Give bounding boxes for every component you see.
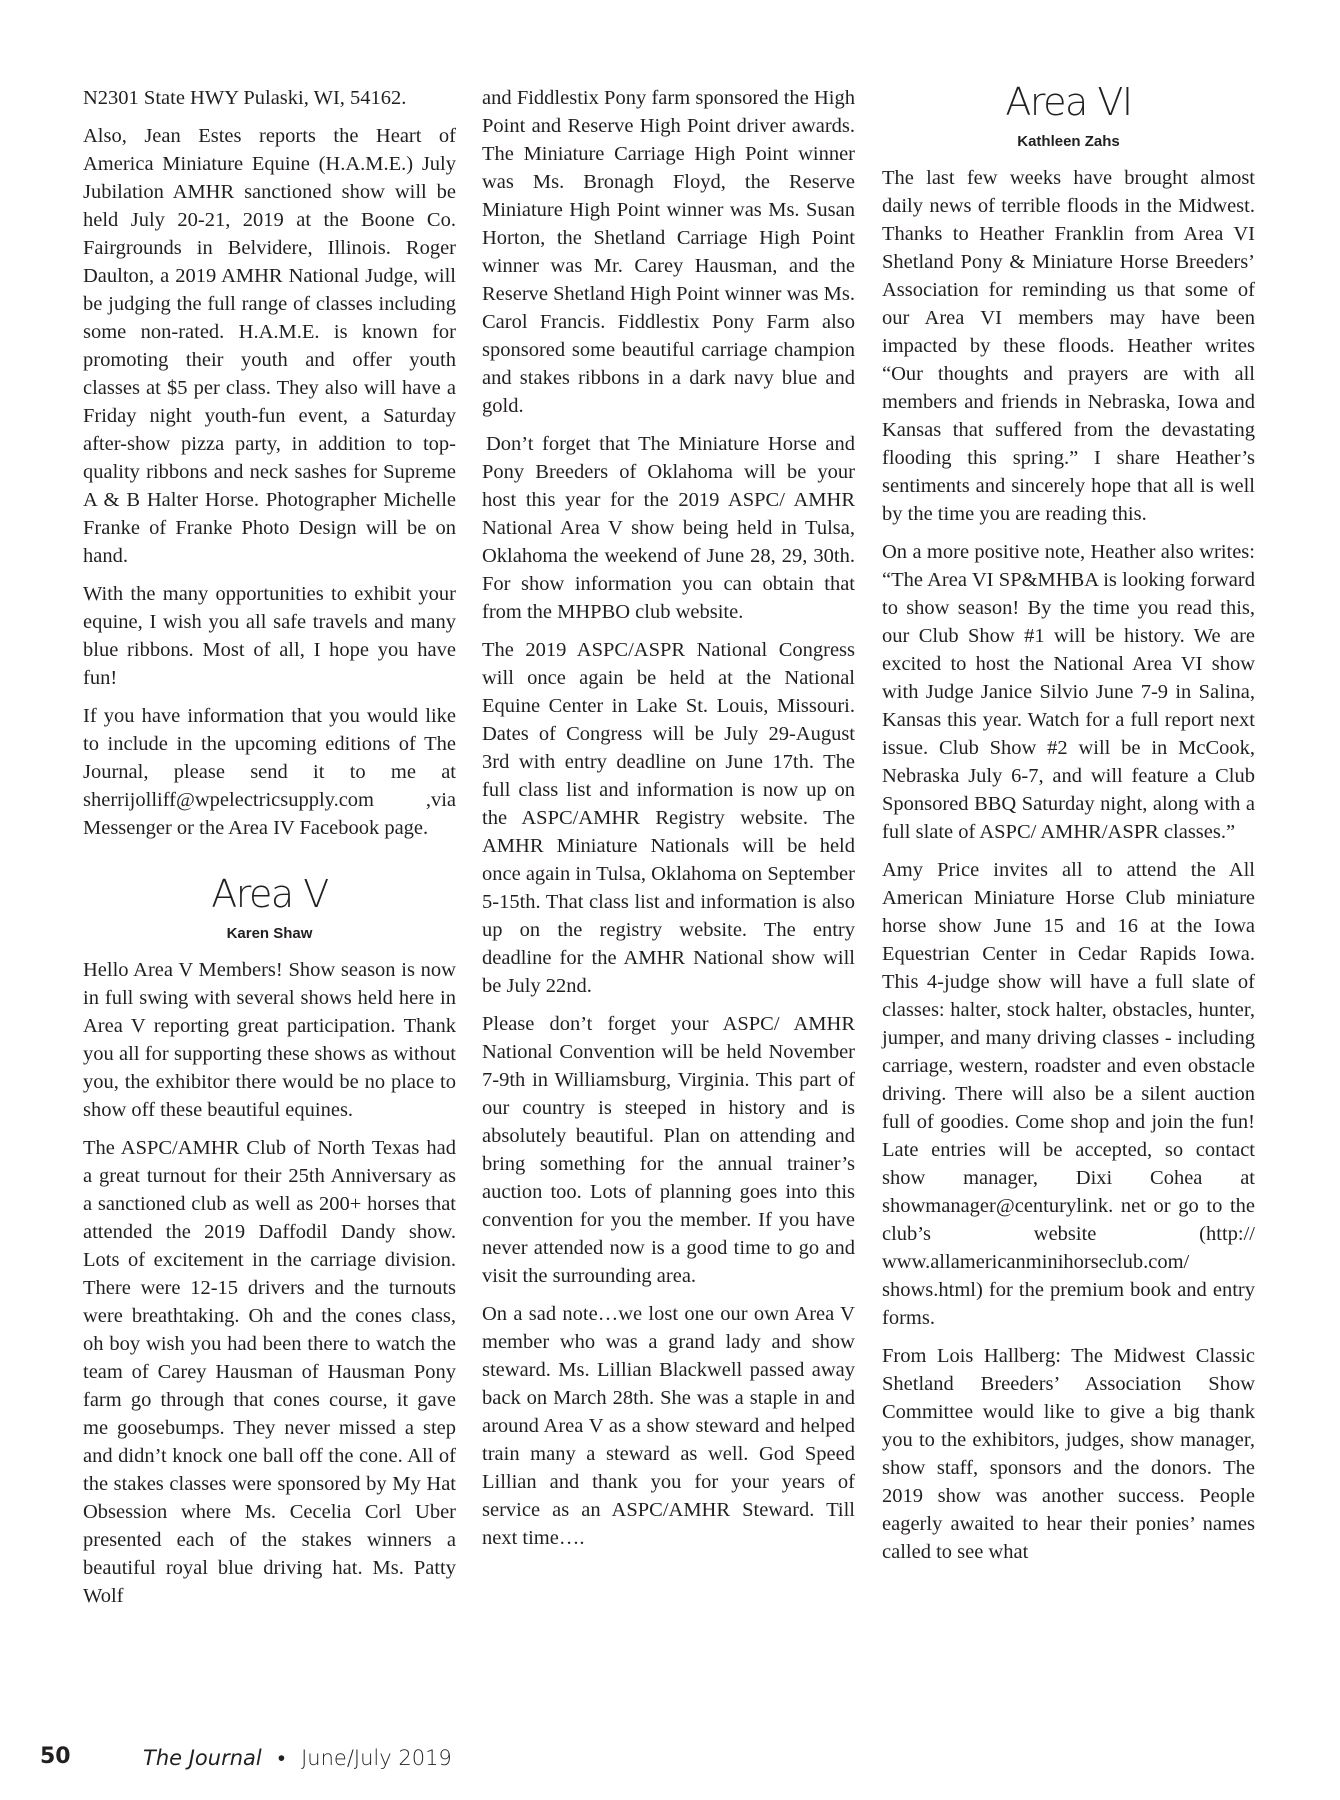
- page-number: 50: [40, 1744, 71, 1769]
- publication-line: [143, 1746, 452, 1771]
- paragraph: On a more positive note, Heather also writes: “The Area VI SP&MHBA is looking forward to show season! By the time you read this, our Club Show #1 will be history. We are excited to host the National Area VI show with Judge Janice Silvio June 7-9 in Salina, Kansas this year. Watch for a full report next issue. Club Show #2 will be in McCook, Nebraska July 6-7, and will feature a Club Sponsored BBQ Saturday night, along with a full slate of ASPC/ AMHR/ASPR classes.”: [882, 541, 1255, 843]
- paragraph: Hello Area V Members! Show season is now in full swing with several shows held here in Area V reporting great participation. Thank you all for supporting these shows as without you, the exhibitor there would be no place to show off these beautiful equines.: [83, 959, 456, 1121]
- paragraph: The 2019 ASPC/ASPR National Congress will once again be held at the National Equine Center in Lake St. Louis, Missouri. Dates of Congress will be July 29-August 3rd with entry deadline on June 17th. The full class list and information is now up on the ASPC/AMHR Registry website. The AMHR Miniature Nationals will be held once again in Tulsa, Oklahoma on September 5-15th. That class list and information is also up on the registry website. The entry deadline for the AMHR National show will be July 22nd.: [482, 639, 855, 997]
- section-heading-area-vi: Area VI: [1005, 80, 1132, 124]
- paragraph: Also, Jean Estes reports the Heart of America Miniature Equine (H.A.M.E.) July Jubilation AMHR sanctioned show will be held July 20-21, 2019 at the Boone Co. Fairgrounds in Belvidere, Illinois. Roger Daulton, a 2019 AMHR National Judge, will be judging the full range of classes including some non-rated. H.A.M.E. is known for promoting their youth and offer youth classes at $5 per class. They also will have a Friday night youth-fun event, a Saturday after-show pizza party, in addition to top-quality ribbons and neck sashes for Supreme A & B Halter Horse. Photographer Michelle Franke of Franke Photo Design will be on hand.: [83, 125, 456, 567]
- bullet-separator: •: [277, 1746, 286, 1770]
- publication-title: The Journal: [143, 1746, 262, 1770]
- paragraph: Amy Price invites all to attend the All American Miniature Horse Club miniature horse show June 15 and 16 at the Iowa Equestrian Center in Cedar Rapids Iowa. This 4-judge show will have a full slate of classes: halter, stock halter, obstacles, hunter, jumper, and many driving classes - including carriage, western, roadster and even obstacle driving. There will also be a silent auction full of goodies. Come shop and join the fun! Late entries will be accepted, so contact show manager, Dixi Cohea at showmanager@centurylink. net or go to the club’s website (http:// www.allamericanminihorseclub.com/ shows.html) for the premium book and entry forms.: [882, 859, 1255, 1329]
- column-2: [482, 84, 855, 1562]
- byline-kathleen-zahs: Kathleen Zahs: [1017, 133, 1120, 150]
- column-1: [83, 84, 456, 1620]
- paragraph: Don’t forget that The Miniature Horse and Pony Breeders of Oklahoma will be your host this year for the 2019 ASPC/ AMHR National Area V show being held in Tulsa, Oklahoma the weekend of June 28, 29, 30th. For show information you can obtain that from the MHPBO club website.: [482, 433, 855, 623]
- issue-date: June/July 2019: [301, 1746, 452, 1770]
- paragraph: From Lois Hallberg: The Midwest Classic Shetland Breeders’ Association Show Committee would like to give a big thank you to the exhibitors, judges, show manager, show staff, sponsors and the donors. The 2019 show was another success. People eagerly awaited to hear their ponies’ names called to see what: [882, 1345, 1255, 1563]
- area-v-section: [83, 872, 456, 1610]
- paragraph: The last few weeks have brought almost daily news of terrible floods in the Midwest. Thanks to Heather Franklin from Area VI Shetland Pony & Miniature Horse Breeders’ Association for reminding us that some of our Area VI members may have been impacted by these floods. Heather writes “Our thoughts and prayers are with all members and friends in Nebraska, Iowa and Kansas that suffered from the devastating flooding this spring.” I share Heather’s sentiments and sincerely hope that all is well by the time you are reading this.: [882, 167, 1255, 525]
- paragraph: The ASPC/AMHR Club of North Texas had a great turnout for their 25th Anniversary as a sanctioned club as well as 200+ horses that attended the 2019 Daffodil Dandy show. Lots of excitement in the carriage division. There were 12-15 drivers and the turnouts were breathtaking. Oh and the cones class, oh boy wish you had been there to watch the team of Carey Hausman of Hausman Pony farm go through that cones course, it gave me goosebumps. They never missed a step and didn’t knock one ball off the cone. All of the stakes classes were sponsored by My Hat Obsession where Ms. Cecelia Corl Uber presented each of the stakes winners a beautiful royal blue driving hat. Ms. Patty Wolf: [83, 1137, 456, 1607]
- paragraph: On a sad note…we lost one our own Area V member who was a grand lady and show steward. Ms. Lillian Blackwell passed away back on March 28th. She was a staple in and around Area V as a show steward and helped train many a steward as well. God Speed Lillian and thank you for your years of service as an ASPC/AMHR Steward. Till next time….: [482, 1303, 855, 1549]
- byline-karen-shaw: Karen Shaw: [226, 925, 313, 942]
- paragraph: and Fiddlestix Pony farm sponsored the High Point and Reserve High Point driver awards. The Miniature Carriage High Point winner was Ms. Bronagh Floyd, the Reserve Miniature High Point winner was Ms. Susan Horton, the Shetland Carriage High Point winner was Mr. Carey Hausman, and the Reserve Shetland High Point winner was Ms. Carol Francis. Fiddlestix Pony Farm also sponsored some beautiful carriage champion and stakes ribbons in a dark navy blue and gold.: [482, 87, 855, 417]
- section-heading-area-v: Area V: [211, 872, 328, 916]
- paragraph: If you have information that you would like to include in the upcoming editions of The Journal, please send it to me at sherrijolliff@wpelectricsupply.com ,via Messenger or the Area IV Facebook page.: [83, 705, 456, 839]
- paragraph: Please don’t forget your ASPC/ AMHR National Convention will be held November 7-9th in Williamsburg, Virginia. This part of our country is steeped in history and is absolutely beautiful. Plan on attending and bring something for the annual trainer’s auction too. Lots of planning goes into this convention for you the member. If you have never attended now is a good time to go and visit the surrounding area.: [482, 1013, 855, 1287]
- paragraph: N2301 State HWY Pulaski, WI, 54162.: [83, 87, 407, 109]
- column-3: [882, 80, 1255, 1576]
- page-footer: [0, 1744, 1340, 1774]
- paragraph: With the many opportunities to exhibit your equine, I wish you all safe travels and many blue ribbons. Most of all, I hope you have fun!: [83, 583, 456, 689]
